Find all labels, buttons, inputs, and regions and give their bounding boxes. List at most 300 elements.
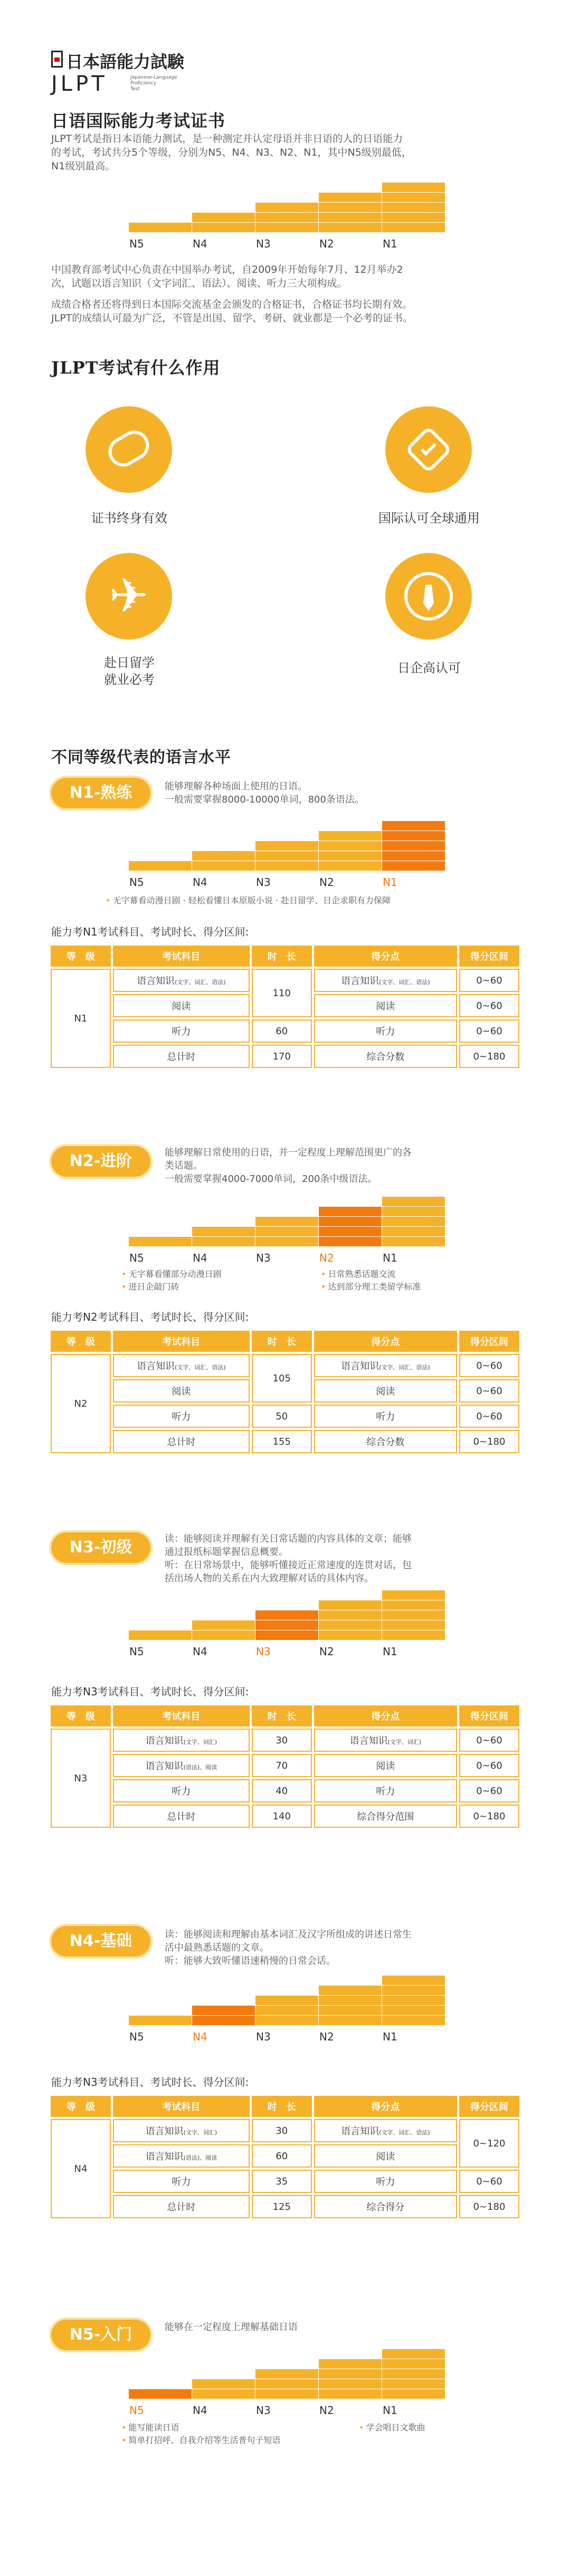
table-cell: 30 [252, 2119, 312, 2142]
staircase-level-label: N4 [193, 1645, 207, 1658]
table-cell: 总计时 [113, 2195, 250, 2218]
table-cell: 170 [252, 1045, 312, 1068]
table-cell: 语言知识(文字、词汇、语法) [113, 969, 250, 992]
brand-sub: Test [130, 87, 140, 92]
table-cell: 语言知识(语法)、阅读 [113, 1754, 250, 1777]
staircase-steps [128, 1974, 445, 2025]
use-heading: JLPT考试有什么作用 [51, 358, 221, 378]
staircase-step [192, 2379, 255, 2389]
n4-desc: 听：能够大致听懂语速稍慢的日常会话。 [165, 1955, 336, 1967]
airplane-icon: ✈ [86, 553, 172, 640]
staircase-step [318, 1236, 382, 1246]
staircase-step [192, 2015, 255, 2025]
table-row [51, 1405, 519, 1428]
table-header-row [51, 2096, 519, 2117]
staircase-step [318, 222, 382, 232]
table-cell: 30 [252, 1729, 312, 1752]
n3-desc: 括出场人物的关系在内大致理解对话的具体内容。 [165, 1573, 374, 1584]
staircase-step [255, 1630, 318, 1640]
brand-logo [51, 49, 210, 99]
staircase-step [318, 2359, 382, 2369]
level-staircase [128, 1974, 445, 2025]
table-row [51, 1430, 519, 1453]
staircase-step [382, 2005, 445, 2015]
level-staircase [128, 2348, 445, 2399]
table-cell: 考试科目 [113, 946, 250, 967]
staircase-labels [128, 1252, 445, 1267]
staircase-level-label: N3 [256, 1252, 271, 1264]
staircase-step [255, 1620, 318, 1630]
staircase-level-label: N5 [129, 2030, 144, 2043]
staircase-step [192, 1236, 255, 1246]
use-caption: 日企高认可 [397, 661, 461, 675]
n1-pill: N1-熟练 [51, 778, 150, 808]
staircase-level-label: N1 [383, 1252, 397, 1264]
staircase-step [318, 851, 382, 861]
table-cell: 得分区间 [459, 2096, 519, 2117]
staircase-step [255, 841, 318, 851]
n2-caption: 能力考N2考试科目、考试时长、得分区间: [51, 1311, 249, 1323]
staircase-step [255, 1610, 318, 1620]
table-cell: 语言知识(文字、词汇、语法) [314, 2119, 457, 2142]
staircase-step [382, 851, 445, 861]
n3-desc: 听：在日常场景中，能够听懂接近正常速度的连贯对话，包 [165, 1560, 412, 1571]
staircase-step [382, 2349, 445, 2359]
table-cell: 综合分数 [314, 1045, 457, 1068]
n1-table [49, 943, 521, 1070]
staircase-step [382, 1226, 445, 1236]
staircase-level-label: N3 [256, 2404, 271, 2417]
staircase-step [382, 2379, 445, 2389]
staircase-labels [128, 2404, 445, 2420]
staircase-step [318, 1600, 382, 1610]
staircase-step [382, 202, 445, 212]
staircase-step [255, 1995, 318, 2005]
table-cell: 得分点 [314, 1331, 457, 1352]
n2-desc: 能够理解日常使用的日语，并一定程度上理解范围更广的各 [165, 1147, 412, 1158]
n1-desc: 一般需要掌握8000-10000单词，800条语法。 [165, 794, 364, 805]
table-cell: N2 [51, 1354, 111, 1453]
table-row [51, 1754, 519, 1777]
staircase-step [255, 222, 318, 232]
table-cell: 听力 [113, 1779, 250, 1802]
levels-heading: 不同等级代表的语言水平 [51, 748, 231, 767]
staircase-step [318, 192, 382, 202]
staircase-step [318, 2379, 382, 2389]
n2-desc: 一般需要掌握4000-7000单词，200条中级语法。 [165, 1173, 377, 1185]
brand-sub: Japanese-Language [130, 75, 177, 80]
staircase-level-label: N3 [256, 1645, 271, 1658]
staircase-step [318, 1226, 382, 1236]
staircase-level-label: N2 [319, 237, 334, 250]
table-cell: 0~180 [459, 1430, 519, 1453]
staircase-step [255, 851, 318, 861]
n2-desc: 类话题。 [165, 1160, 203, 1171]
staircase-level-label: N4 [193, 2030, 207, 2043]
staircase-step [382, 212, 445, 222]
staircase-step [382, 1196, 445, 1206]
level-staircase [128, 182, 445, 232]
table-cell: 0~60 [459, 994, 519, 1017]
table-row [51, 1779, 519, 1802]
staircase-level-label: N2 [319, 2404, 334, 2417]
intro-text: 次，试题以语言知识（文字词汇、语法）、阅读、听力三大项构成。 [51, 278, 347, 289]
table-header-row [51, 946, 519, 967]
staircase-step [128, 222, 192, 232]
staircase-step [382, 182, 445, 192]
intro-heading: 日语国际能力考试证书 [51, 111, 226, 131]
n3-pill: N3-初级 [51, 1532, 150, 1563]
table-row [51, 2119, 519, 2142]
staircase-step [255, 2015, 318, 2025]
certificate-icon [86, 406, 172, 493]
table-cell: 时 长 [252, 1705, 312, 1726]
intro-text: JLPT的成绩认可最为广泛，不管是出国、留学、考研、就业都是一个必考的证书。 [51, 312, 413, 324]
table-cell: 语言知识(文字、词汇、语法) [314, 969, 457, 992]
staircase-step [255, 2369, 318, 2379]
staircase-step [128, 1630, 192, 1640]
staircase-level-label: N1 [383, 1645, 397, 1658]
staircase-step [128, 861, 192, 871]
staircase-labels [128, 2030, 445, 2046]
staircase-step [382, 1590, 445, 1600]
table-cell: 0~60 [459, 1729, 519, 1752]
staircase-level-label: N4 [193, 1252, 207, 1264]
staircase-step [382, 831, 445, 841]
table-cell: 得分区间 [459, 1331, 519, 1352]
staircase-level-label: N1 [383, 876, 397, 889]
table-header-row [51, 1331, 519, 1352]
table-cell: 考试科目 [113, 1331, 250, 1352]
table-cell: 综合得分范围 [314, 1805, 457, 1828]
table-cell: 35 [252, 2170, 312, 2193]
staircase-step [128, 1236, 192, 1246]
staircase-step [318, 202, 382, 212]
staircase-step [318, 1985, 382, 1995]
n2-note: 日常熟悉话题交流 [328, 1269, 396, 1279]
staircase-step [192, 2389, 255, 2399]
use-caption: 赴日留学 [104, 655, 155, 670]
table-cell: 70 [252, 1754, 312, 1777]
staircase-level-label: N5 [129, 237, 144, 250]
table-row [51, 1045, 519, 1068]
use-caption: 国际认可全球通用 [378, 511, 480, 526]
n3-table [49, 1703, 521, 1830]
table-cell: 得分区间 [459, 1705, 519, 1726]
staircase-step [192, 1620, 255, 1630]
staircase-level-label: N3 [256, 876, 271, 889]
table-cell: 听力 [314, 1779, 457, 1802]
table-cell: 0~60 [459, 1779, 519, 1802]
staircase-step [382, 820, 445, 831]
n4-desc: 读：能够阅读和理解由基本词汇及汉字所组成的讲述日常生 [165, 1929, 412, 1940]
staircase-step [382, 1206, 445, 1216]
table-row [51, 1805, 519, 1828]
staircase-level-label: N1 [383, 237, 397, 250]
table-cell: 考试科目 [113, 2096, 250, 2117]
table-row [51, 2195, 519, 2218]
table-cell: 0~60 [459, 1405, 519, 1428]
brand-mark-icon [51, 51, 63, 68]
staircase-level-label: N2 [319, 876, 334, 889]
table-row [51, 1354, 519, 1377]
table-cell: 听力 [113, 1405, 250, 1428]
table-cell: 等 级 [51, 946, 111, 967]
badge-icon [385, 406, 472, 493]
table-cell: 得分点 [314, 946, 457, 967]
brand-jlpt: JLPT [51, 72, 108, 96]
table-cell: N1 [51, 969, 111, 1068]
staircase-step [255, 202, 318, 212]
intro-text: 中国教育部考试中心负责在中国举办考试，自2009年开始每年7月、12月举办2 [51, 264, 403, 275]
table-cell: 0~60 [459, 969, 519, 992]
staircase-level-label: N3 [256, 2030, 271, 2043]
table-cell: 0~60 [459, 1019, 519, 1043]
staircase-step [255, 1226, 318, 1236]
table-row [51, 1019, 519, 1043]
n1-caption: 能力考N1考试科目、考试时长、得分区间: [51, 926, 249, 938]
table-cell: 总计时 [113, 1430, 250, 1453]
staircase-step [382, 2389, 445, 2399]
staircase-step [128, 2389, 192, 2399]
table-cell: 得分点 [314, 2096, 457, 2117]
staircase-step [318, 1206, 382, 1216]
table-cell: 综合分数 [314, 1430, 457, 1453]
staircase-steps [128, 182, 445, 232]
staircase-level-label: N4 [193, 2404, 207, 2417]
staircase-step [318, 1620, 382, 1630]
staircase-step [382, 1620, 445, 1630]
staircase-step [318, 2005, 382, 2015]
table-cell: 60 [252, 1019, 312, 1043]
table-cell: 时 长 [252, 1331, 312, 1352]
staircase-step [255, 212, 318, 222]
table-cell: 60 [252, 2144, 312, 2168]
n4-desc: 活中最熟悉话题的文章。 [165, 1942, 269, 1953]
table-cell: 0~180 [459, 1805, 519, 1828]
n1-note: 无字幕看动漫日剧 · 轻松看懂日本原版小说 · 赴日留学、日企求职有力保障 [112, 895, 391, 905]
staircase-step [192, 861, 255, 871]
n4-pill: N4-基础 [51, 1926, 150, 1957]
staircase-step [318, 2015, 382, 2025]
table-cell: 0~60 [459, 2170, 519, 2193]
n2-note: 达到部分理工类留学标准 [328, 1282, 421, 1292]
table-cell: 得分区间 [459, 946, 519, 967]
staircase-step [318, 841, 382, 851]
staircase-level-label: N4 [193, 876, 207, 889]
table-cell: 0~120 [459, 2119, 519, 2168]
n3-desc: 通过报纸标题掌握信息概要。 [165, 1547, 288, 1558]
table-cell: 综合得分 [314, 2195, 457, 2218]
n5-note: 能写能读日语 [128, 2422, 179, 2432]
staircase-step [128, 2015, 192, 2025]
staircase-step [192, 1630, 255, 1640]
n2-note: 无字幕看懂部分动漫日剧 [128, 1269, 222, 1279]
staircase-step [318, 1610, 382, 1620]
n5-pill: N5-入门 [51, 2320, 150, 2350]
intro-text: N1级别最高。 [51, 160, 116, 172]
table-cell: 125 [252, 2195, 312, 2218]
table-cell: 听力 [113, 1019, 250, 1043]
brand-sub: Proficiency [130, 81, 156, 86]
table-cell: 语言知识(文字、词汇、语法) [314, 1354, 457, 1377]
use-caption: 就业必考 [104, 672, 155, 687]
table-cell: N3 [51, 1729, 111, 1828]
table-cell: 得分点 [314, 1705, 457, 1726]
staircase-step [192, 1226, 255, 1236]
n2-table [49, 1329, 521, 1455]
table-cell: 0~60 [459, 1379, 519, 1403]
staircase-step [318, 1630, 382, 1640]
n5-note: 学会唱日文歌曲 [366, 2422, 425, 2432]
tie-icon [385, 553, 472, 640]
use-caption: 证书终身有效 [91, 511, 167, 526]
staircase-step [382, 1216, 445, 1226]
table-cell: 听力 [314, 1405, 457, 1428]
table-cell: 语言知识(语法)、阅读 [113, 2144, 250, 2168]
table-cell: N4 [51, 2119, 111, 2218]
staircase-step [318, 861, 382, 871]
table-cell: 语言知识(文字、词汇) [113, 1729, 250, 1752]
staircase-step [382, 1610, 445, 1620]
staircase-steps [128, 1589, 445, 1640]
level-staircase [128, 1589, 445, 1640]
table-cell: 考试科目 [113, 1705, 250, 1726]
table-row [51, 969, 519, 992]
n3-desc: 读：能够阅读并理解有关日常话题的内容具体的文章；能够 [165, 1533, 412, 1544]
table-cell: 0~60 [459, 1354, 519, 1377]
staircase-step [318, 2389, 382, 2399]
staircase-level-label: N5 [129, 1645, 144, 1658]
table-cell: 阅读 [113, 994, 250, 1017]
staircase-step [318, 2369, 382, 2379]
intro-text: 的考试，考试共分5个等级，分别为N5、N4、N3、N2、N1，其中N5级别最低， [51, 147, 412, 158]
staircase-steps [128, 1196, 445, 1246]
staircase-steps [128, 820, 445, 871]
staircase-step [382, 2359, 445, 2369]
table-cell: 等 级 [51, 2096, 111, 2117]
n1-desc: 能够理解各种场面上使用的日语。 [165, 781, 307, 792]
table-cell: 听力 [314, 1019, 457, 1043]
staircase-step [192, 212, 255, 222]
table-cell: 50 [252, 1405, 312, 1428]
table-row [51, 2170, 519, 2193]
brand-title: 日本語能力試験 [66, 52, 185, 72]
table-cell: 听力 [113, 2170, 250, 2193]
staircase-level-label: N5 [129, 876, 144, 889]
table-cell: 语言知识(文字、词汇) [314, 1729, 457, 1752]
n4-caption: 能力考N3考试科目、考试时长、得分区间: [51, 2076, 249, 2088]
table-cell: 时 长 [252, 946, 312, 967]
table-cell: 155 [252, 1430, 312, 1453]
staircase-step [255, 2005, 318, 2015]
staircase-step [318, 212, 382, 222]
staircase-labels [128, 1645, 445, 1661]
staircase-step [192, 222, 255, 232]
table-cell: 语言知识(文字、词汇、语法) [113, 1354, 250, 1377]
table-cell: 等 级 [51, 1331, 111, 1352]
table-cell: 阅读 [113, 1379, 250, 1403]
staircase-level-label: N1 [383, 2404, 397, 2417]
table-cell: 语言知识(文字、词汇) [113, 2119, 250, 2142]
staircase-step [318, 1216, 382, 1226]
staircase-step [382, 2369, 445, 2379]
intro-text: 成绩合格者还将得到日本国际交流基金会颁发的合格证书，合格证书均长期有效。 [51, 299, 413, 310]
staircase-level-label: N2 [319, 2030, 334, 2043]
table-cell: 110 [252, 969, 312, 1017]
staircase-level-label: N5 [129, 2404, 144, 2417]
staircase-step [382, 1236, 445, 1246]
staircase-step [382, 1600, 445, 1610]
staircase-level-label: N3 [256, 237, 271, 250]
staircase-step [382, 1995, 445, 2005]
staircase-step [382, 861, 445, 871]
staircase-level-label: N4 [193, 237, 207, 250]
table-cell: 时 长 [252, 2096, 312, 2117]
n4-table [49, 2094, 521, 2220]
table-cell: 140 [252, 1805, 312, 1828]
table-cell: 阅读 [314, 994, 457, 1017]
level-staircase [128, 1196, 445, 1246]
n3-caption: 能力考N3考试科目、考试时长、得分区间: [51, 1685, 249, 1698]
staircase-steps [128, 2348, 445, 2399]
staircase-level-label: N1 [383, 2030, 397, 2043]
table-cell: 0~180 [459, 1045, 519, 1068]
staircase-step [255, 2379, 318, 2389]
staircase-level-label: N5 [129, 1252, 144, 1264]
table-cell: 40 [252, 1779, 312, 1802]
table-row [51, 1729, 519, 1752]
staircase-step [318, 831, 382, 841]
intro-text: JLPT考试是指日本语能力测试，是一种测定并认定母语并非日语的人的日语能力 [51, 133, 403, 145]
staircase-labels [128, 876, 445, 892]
level-staircase [128, 820, 445, 871]
table-cell: 0~60 [459, 1754, 519, 1777]
n2-pill: N2-进阶 [51, 1146, 150, 1177]
staircase-step [382, 2015, 445, 2025]
staircase-level-label: N2 [319, 1645, 334, 1658]
table-cell: 阅读 [314, 1379, 457, 1403]
table-cell: 阅读 [314, 1754, 457, 1777]
staircase-step [382, 1985, 445, 1995]
n2-note: 进日企敲门砖 [128, 1282, 179, 1292]
staircase-step [382, 222, 445, 232]
table-cell: 听力 [314, 2170, 457, 2193]
staircase-step [192, 2005, 255, 2015]
staircase-step [382, 192, 445, 202]
table-cell: 0~180 [459, 2195, 519, 2218]
table-cell: 总计时 [113, 1805, 250, 1828]
n5-desc: 能够在一定程度上理解基础日语 [165, 2322, 298, 2333]
table-row [51, 2144, 519, 2168]
staircase-step [255, 1236, 318, 1246]
staircase-step [382, 1630, 445, 1640]
staircase-labels [128, 237, 445, 253]
staircase-step [255, 2389, 318, 2399]
n5-note: 简单打招呼、自我介绍等生活普句子短语 [128, 2435, 281, 2445]
staircase-step [382, 1975, 445, 1985]
table-header-row [51, 1705, 519, 1726]
staircase-step [318, 1995, 382, 2005]
table-cell: 等 级 [51, 1705, 111, 1726]
staircase-step [255, 861, 318, 871]
staircase-step [192, 851, 255, 861]
staircase-level-label: N2 [319, 1252, 334, 1264]
table-cell: 阅读 [314, 2144, 457, 2168]
table-cell: 总计时 [113, 1045, 250, 1068]
staircase-step [255, 1216, 318, 1226]
staircase-step [382, 841, 445, 851]
